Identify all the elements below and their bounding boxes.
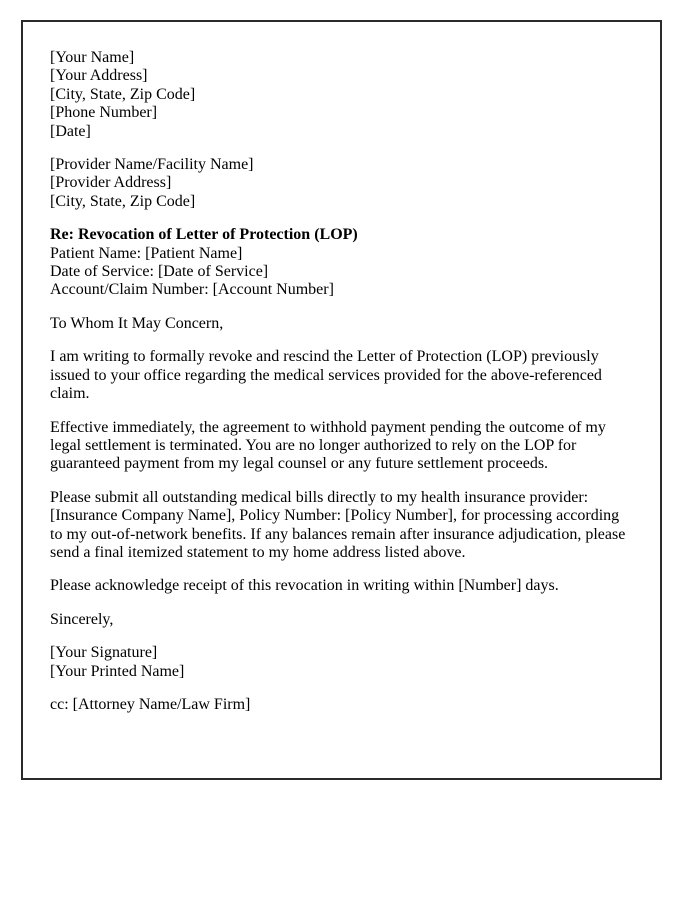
body-paragraph-revocation: I am writing to formally revoke and rescind the Letter of Protection (LOP) previously issued to your office regarding the medical services provided for the above-referenced claim. [50,348,602,403]
provider-city-state-zip-line: [City, State, Zip Code] [50,192,196,210]
subject-reference-block [50,226,634,300]
salutation: To Whom It May Concern, [50,314,224,332]
closing: Sincerely, [50,610,114,628]
date-of-service-line: Date of Service: [Date of Service] [50,263,269,281]
body-paragraph-acknowledge: Please acknowledge receipt of this revocation in writing within [Number] days. [50,577,559,595]
body-paragraph-billing: Please submit all outstanding medical bills directly to my health insurance provider: [Insurance Company Name], Policy Number: [Policy Number], for processing according to my out-of-network benefits. If any balances remain after insurance adjudication, please send a final itemized statement to my home address listed above. [50,488,626,561]
provider-address-line: [Provider Address] [50,174,172,192]
signature-block [50,644,634,681]
sender-phone-line: [Phone Number] [50,104,158,122]
signature-line: [Your Signature] [50,644,158,662]
letter-frame [21,20,662,780]
patient-name-line: Patient Name: [Patient Name] [50,244,243,262]
sender-block [50,49,634,141]
body-paragraph-effective: Effective immediately, the agreement to withhold payment pending the outcome of my legal settlement is terminated. You are no longer authorized to rely on the LOP for guaranteed payment from my legal counsel or any future settlement proceeds. [50,418,606,473]
subject-line: Re: Revocation of Letter of Protection (LOP) [50,226,358,244]
letter-date-line: [Date] [50,122,91,140]
recipient-block [50,156,634,211]
provider-name-line: [Provider Name/Facility Name] [50,156,254,174]
sender-name-line: [Your Name] [50,49,135,66]
printed-name-line: [Your Printed Name] [50,662,185,680]
cc-line: cc: [Attorney Name/Law Firm] [50,695,251,713]
account-claim-number-line: Account/Claim Number: [Account Number] [50,281,334,299]
sender-address-line: [Your Address] [50,67,148,85]
sender-city-state-zip-line: [City, State, Zip Code] [50,85,196,103]
